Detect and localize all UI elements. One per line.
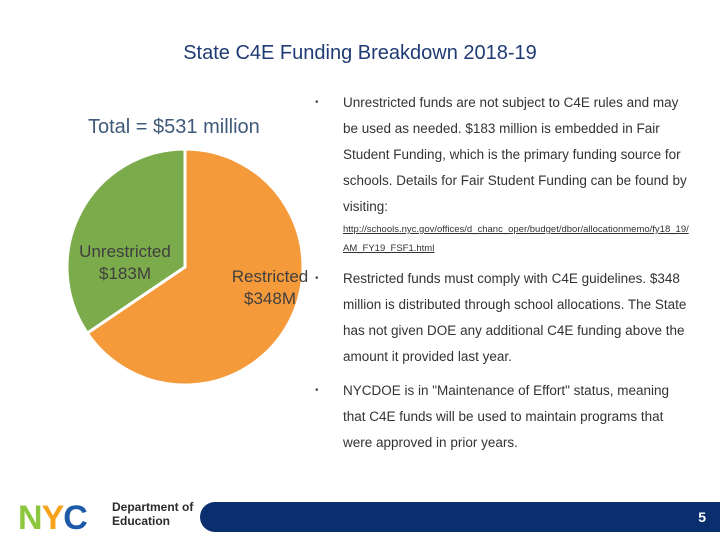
page-title: State C4E Funding Breakdown 2018-19 bbox=[183, 42, 537, 64]
dept-line-1: Department of bbox=[112, 500, 194, 514]
total-label: Total = $531 million bbox=[88, 116, 260, 138]
bullet-text: Restricted funds must comply with C4E guidelines. $348 million is distributed through school allocations. The State has not given DOE any additional C4E funding above the amount it provided last year. bbox=[343, 271, 687, 364]
footer-bar bbox=[200, 502, 720, 532]
bullet-dot-icon: • bbox=[315, 273, 319, 284]
page-number: 5 bbox=[698, 509, 706, 525]
bullet-text: NYCDOE is in "Maintenance of Effort" status, meaning that C4E funds will be used to maintain programs that were approved in prior years. bbox=[343, 383, 669, 450]
department-name bbox=[112, 500, 193, 528]
bullet-text: Unrestricted funds are not subject to C4E rules and may be used as needed. $183 million is embedded in Fair Student Funding, which is the primary funding source for schools. Details for Fair Student Funding can be found by visiting: bbox=[343, 95, 687, 214]
nyc-logo bbox=[18, 498, 108, 534]
dept-line-2: Education bbox=[112, 514, 171, 528]
pie-value-restricted: $348M bbox=[244, 289, 296, 308]
bullet-dot-icon: • bbox=[315, 385, 319, 396]
pie-label-unrestricted: Unrestricted bbox=[79, 242, 171, 261]
bullet-restricted bbox=[315, 266, 695, 370]
bullet-maintenance bbox=[315, 378, 695, 456]
pie-label-restricted: Restricted bbox=[231, 267, 309, 286]
bullet-list bbox=[315, 90, 695, 456]
bullet-dot-icon: • bbox=[315, 97, 319, 108]
fsf-link[interactable]: http://schools.nyc.gov/offices/d_chanc_oper/budget/dbor/allocationmemo/fy18_19/AM_FY19_FSF1.html bbox=[343, 224, 689, 254]
svg-text:NYC: NYC bbox=[18, 499, 87, 534]
pie-chart bbox=[30, 140, 330, 400]
pie-value-unrestricted: $183M bbox=[99, 264, 151, 283]
bullet-unrestricted bbox=[315, 90, 695, 258]
